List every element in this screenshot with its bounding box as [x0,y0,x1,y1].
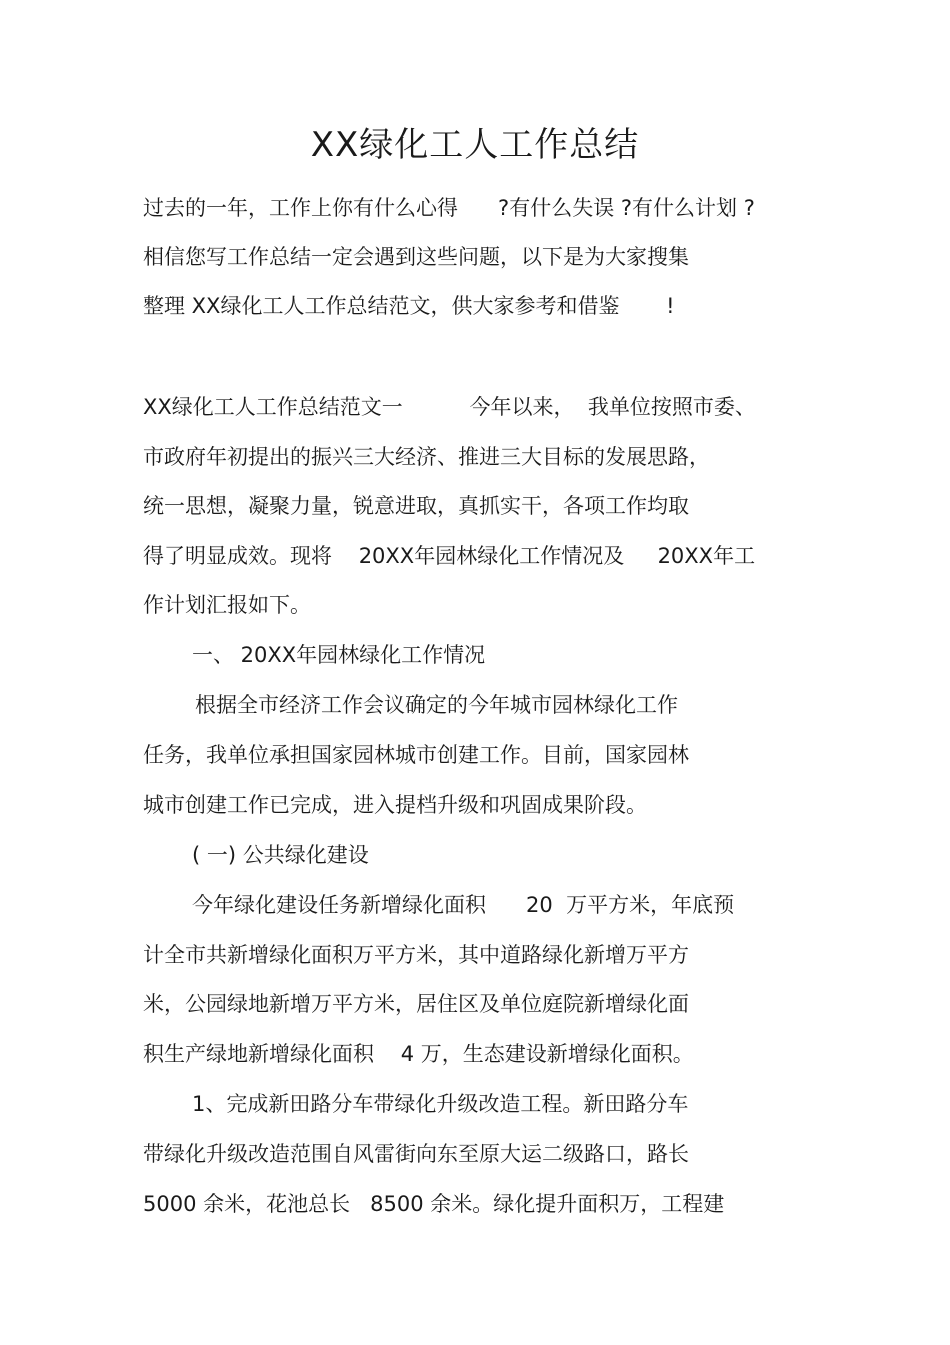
body-line-16: 带绿化升级改造范围自风雷街向东至原大运二级路口，路长 [143,1142,689,1166]
subsection-heading-1: ( 一) 公共绿化建设 [192,843,369,867]
intro-line-2: 相信您写工作总结一定会遇到这些问题，以下是为大家搜集 [143,245,689,269]
body-line-5: 作计划汇报如下。 [143,593,311,617]
intro-line-1: 过去的一年，工作上你有什么心得 ?有什么失误 ?有什么计划 ? [143,196,755,220]
body-line-17: 5000 余米，花池总长 8500 余米。绿化提升面积万，工程建 [143,1192,725,1216]
body-line-3: 统一思想，凝聚力量，锐意进取，真抓实干，各项工作均取 [143,494,689,518]
body-line-11: 今年绿化建设任务新增绿化面积 20 万平方米，年底预 [192,893,735,917]
body-line-15: 1、完成新田路分车带绿化升级改造工程。新田路分车 [192,1092,689,1116]
body-line-8: 任务，我单位承担国家园林城市创建工作。目前，国家园林 [143,743,689,767]
body-line-7: 根据全市经济工作会议确定的今年城市园林绿化工作 [195,693,678,717]
body-line-12: 计全市共新增绿化面积万平方米，其中道路绿化新增万平方 [143,943,689,967]
document-title: XX绿化工人工作总结 [310,125,640,165]
body-line-13: 米，公园绿地新增万平方米，居住区及单位庭院新增绿化面 [143,992,689,1016]
intro-line-3: 整理 XX绿化工人工作总结范文，供大家参考和借鉴 ! [143,294,675,318]
body-line-9: 城市创建工作已完成，进入提档升级和巩固成果阶段。 [143,793,647,817]
body-line-2: 市政府年初提出的振兴三大经济、推进三大目标的发展思路， [143,445,710,469]
body-line-4: 得了明显成效。现将 20XX年园林绿化工作情况及 20XX年工 [143,544,756,568]
body-line-14: 积生产绿地新增绿化面积 4 万，生态建设新增绿化面积。 [143,1042,694,1066]
body-line-1: XX绿化工人工作总结范文一 今年以来， 我单位按照市委、 [143,395,756,419]
section-heading-1: 一、 20XX年园林绿化工作情况 [192,643,486,667]
